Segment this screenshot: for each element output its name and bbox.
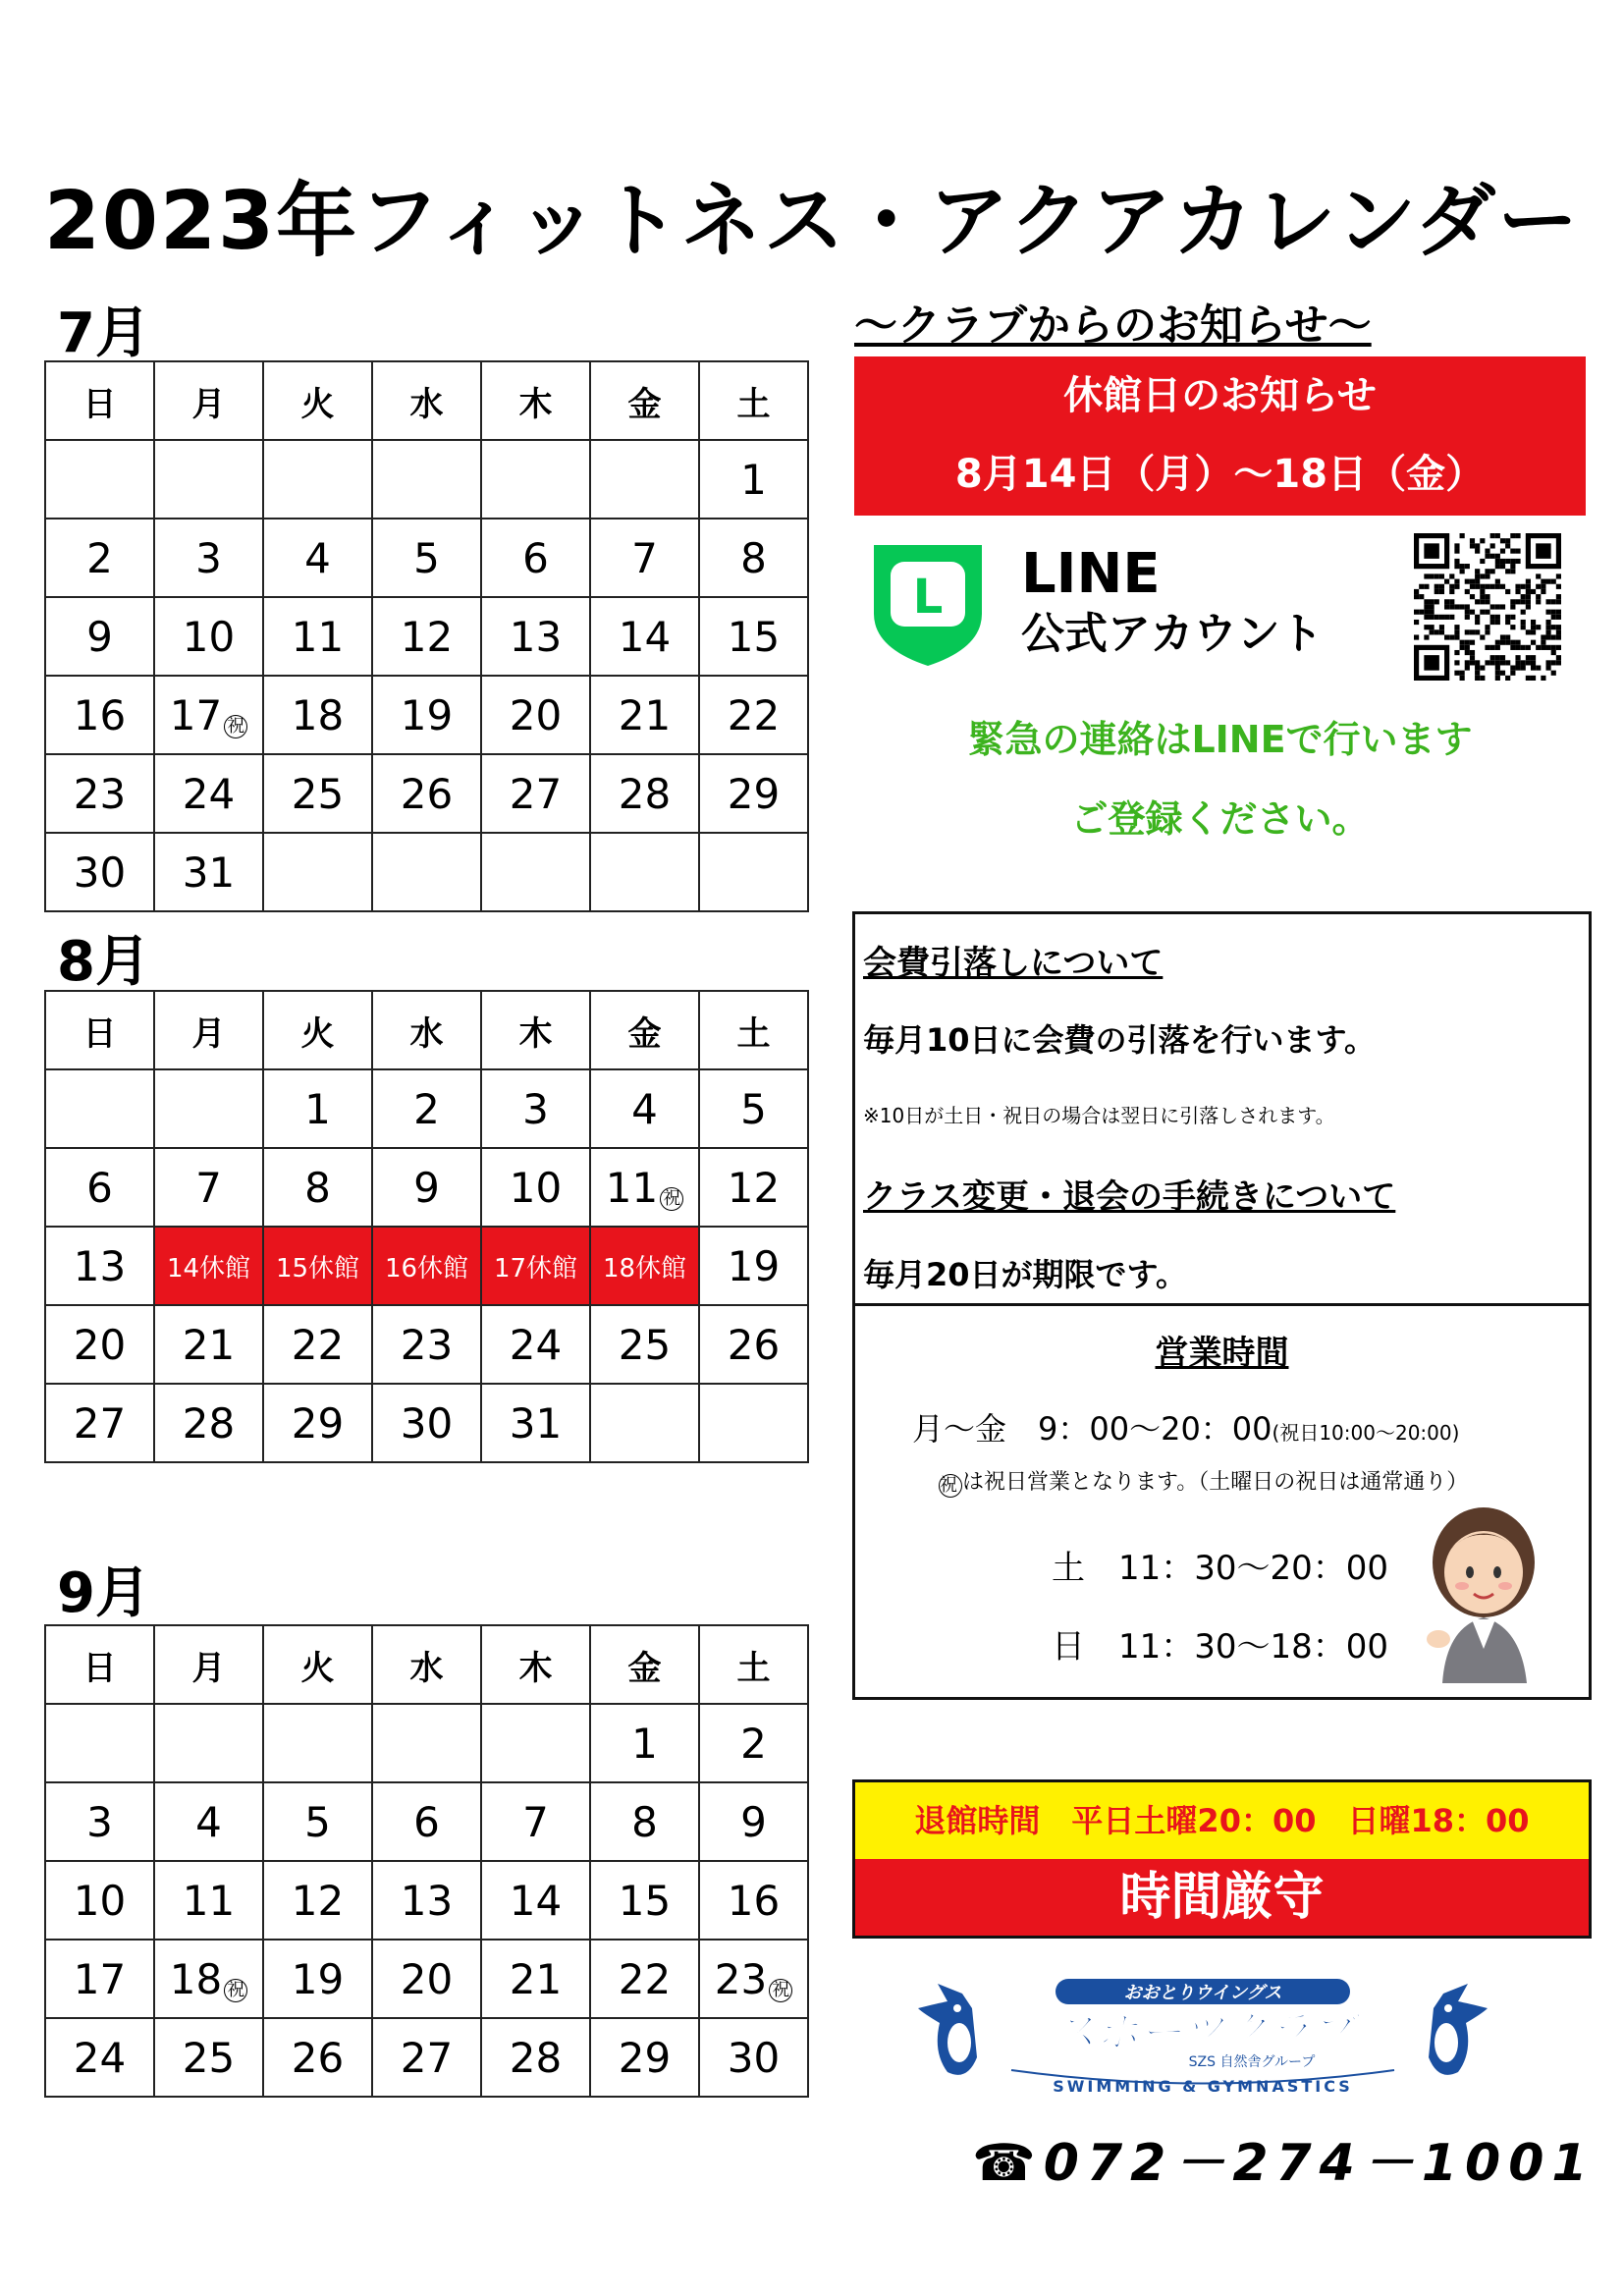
day-cell: 18 bbox=[263, 676, 372, 754]
closure-title: 休館日のお知らせ bbox=[1063, 373, 1377, 418]
hours-sunday: 日 11：30～18：00 bbox=[1052, 1627, 1389, 1667]
weekday-header: 月 bbox=[154, 991, 263, 1069]
day-cell: 20 bbox=[481, 676, 590, 754]
week-row bbox=[45, 1384, 808, 1462]
day-cell: 14 bbox=[481, 1861, 590, 1940]
month-label-august: 8月 bbox=[57, 930, 150, 994]
day-cell: 14休館 bbox=[154, 1227, 263, 1305]
empty-cell bbox=[372, 833, 481, 911]
empty-cell bbox=[263, 1704, 372, 1782]
weekday-header: 木 bbox=[481, 991, 590, 1069]
weekday-header: 木 bbox=[481, 1625, 590, 1704]
hours-weekday-text: 月～金 9：00～20：00 bbox=[912, 1410, 1272, 1448]
empty-cell bbox=[590, 1384, 699, 1462]
month-label-september: 9月 bbox=[57, 1561, 150, 1625]
week-row bbox=[45, 2018, 808, 2097]
empty-cell bbox=[154, 440, 263, 519]
empty-cell bbox=[154, 1704, 263, 1782]
club-logo bbox=[918, 1964, 1488, 2111]
day-cell: 3 bbox=[154, 519, 263, 597]
day-cell: 30 bbox=[699, 2018, 808, 2097]
day-cell: 2 bbox=[45, 519, 154, 597]
day-cell: 6 bbox=[45, 1148, 154, 1227]
holiday-mark-icon: 祝 bbox=[769, 1979, 792, 2002]
day-cell: 4 bbox=[590, 1069, 699, 1148]
day-cell: 10 bbox=[45, 1861, 154, 1940]
day-cell: 25 bbox=[590, 1305, 699, 1384]
weekday-header: 火 bbox=[263, 1625, 372, 1704]
weekday-header: 水 bbox=[372, 361, 481, 440]
exit-time-text: 退館時間 平日土曜20：00 日曜18：00 bbox=[855, 1782, 1589, 1859]
day-cell: 16休館 bbox=[372, 1227, 481, 1305]
day-cell: 4 bbox=[263, 519, 372, 597]
day-cell: 3 bbox=[481, 1069, 590, 1148]
week-row bbox=[45, 1782, 808, 1861]
day-cell: 24 bbox=[45, 2018, 154, 2097]
svg-text:L: L bbox=[912, 570, 944, 625]
weekday-header: 火 bbox=[263, 361, 372, 440]
empty-cell bbox=[699, 833, 808, 911]
day-cell: 21 bbox=[590, 676, 699, 754]
day-cell: 13 bbox=[45, 1227, 154, 1305]
day-cell: 28 bbox=[590, 754, 699, 833]
day-cell: 16 bbox=[699, 1861, 808, 1940]
day-cell: 30 bbox=[372, 1384, 481, 1462]
weekday-header: 土 bbox=[699, 1625, 808, 1704]
day-cell: 5 bbox=[372, 519, 481, 597]
weekday-header: 金 bbox=[590, 1625, 699, 1704]
day-cell: 22 bbox=[699, 676, 808, 754]
day-cell: 23 祝 bbox=[699, 1940, 808, 2018]
empty-cell bbox=[154, 1069, 263, 1148]
holiday-note-text: は祝日営業となります。（土曜日の祝日は通常通り） bbox=[962, 1470, 1469, 1495]
day-cell: 9 bbox=[372, 1148, 481, 1227]
day-cell: 26 bbox=[263, 2018, 372, 2097]
day-cell: 19 bbox=[372, 676, 481, 754]
day-cell: 9 bbox=[699, 1782, 808, 1861]
day-cell: 11 bbox=[154, 1861, 263, 1940]
day-cell: 2 bbox=[699, 1704, 808, 1782]
day-cell: 15休館 bbox=[263, 1227, 372, 1305]
hours-saturday: 土 11：30～20：00 bbox=[1052, 1549, 1389, 1588]
day-cell: 31 bbox=[481, 1384, 590, 1462]
page-title: 2023年フィットネス・アクアカレンダー bbox=[43, 175, 1581, 268]
day-cell: 31 bbox=[154, 833, 263, 911]
week-row bbox=[45, 754, 808, 833]
week-row bbox=[45, 676, 808, 754]
hours-weekday-holiday: (祝日10:00～20:00) bbox=[1272, 1421, 1460, 1445]
day-cell: 18 祝 bbox=[154, 1940, 263, 2018]
day-cell: 7 bbox=[590, 519, 699, 597]
week-row bbox=[45, 1861, 808, 1940]
empty-cell bbox=[263, 833, 372, 911]
day-cell: 4 bbox=[154, 1782, 263, 1861]
qr-code-icon[interactable] bbox=[1414, 533, 1561, 681]
day-cell: 23 bbox=[372, 1305, 481, 1384]
day-cell: 27 bbox=[481, 754, 590, 833]
holiday-mark-icon: 祝 bbox=[224, 1979, 247, 2002]
day-cell: 29 bbox=[699, 754, 808, 833]
weekday-header: 日 bbox=[45, 991, 154, 1069]
week-row bbox=[45, 597, 808, 676]
day-cell: 20 bbox=[372, 1940, 481, 2018]
day-cell: 17休館 bbox=[481, 1227, 590, 1305]
day-cell: 28 bbox=[481, 2018, 590, 2097]
empty-cell bbox=[263, 440, 372, 519]
day-cell: 21 bbox=[154, 1305, 263, 1384]
day-cell: 8 bbox=[699, 519, 808, 597]
empty-cell bbox=[45, 1069, 154, 1148]
day-cell: 26 bbox=[372, 754, 481, 833]
svg-text:おおとりウイングス: おおとりウイングス bbox=[1123, 1983, 1282, 2003]
fee-text: 毎月10日に会費の引落を行います。 bbox=[863, 1021, 1376, 1059]
day-cell: 12 bbox=[263, 1861, 372, 1940]
day-cell: 12 bbox=[372, 597, 481, 676]
day-cell: 9 bbox=[45, 597, 154, 676]
day-cell: 25 bbox=[154, 2018, 263, 2097]
fee-heading: 会費引落しについて bbox=[863, 944, 1164, 983]
empty-cell bbox=[372, 440, 481, 519]
holiday-mark-icon: 祝 bbox=[224, 715, 247, 738]
weekday-header: 土 bbox=[699, 991, 808, 1069]
day-cell: 5 bbox=[263, 1782, 372, 1861]
day-cell: 27 bbox=[45, 1384, 154, 1462]
closure-dates: 8月14日（月）～18日（金） bbox=[954, 452, 1486, 497]
day-cell: 13 bbox=[481, 597, 590, 676]
day-cell: 23 bbox=[45, 754, 154, 833]
calendar-july bbox=[44, 360, 809, 912]
week-row bbox=[45, 519, 808, 597]
holiday-mark-icon: 祝 bbox=[660, 1187, 683, 1211]
day-cell: 6 bbox=[372, 1782, 481, 1861]
day-cell: 7 bbox=[481, 1782, 590, 1861]
day-cell: 22 bbox=[263, 1305, 372, 1384]
day-cell: 8 bbox=[263, 1148, 372, 1227]
fee-info-box bbox=[852, 911, 1592, 1306]
weekday-header: 日 bbox=[45, 1625, 154, 1704]
day-cell: 24 bbox=[481, 1305, 590, 1384]
weekday-header: 水 bbox=[372, 991, 481, 1069]
line-message-2: ご登録ください。 bbox=[1070, 797, 1370, 841]
bird-left-icon bbox=[918, 1984, 977, 2075]
hours-weekday bbox=[912, 1404, 1459, 1449]
empty-cell bbox=[481, 440, 590, 519]
day-cell: 22 bbox=[590, 1940, 699, 2018]
empty-cell bbox=[590, 440, 699, 519]
day-cell: 8 bbox=[590, 1782, 699, 1861]
closure-notice-box bbox=[854, 356, 1586, 516]
day-cell: 15 bbox=[699, 597, 808, 676]
day-cell: 17 bbox=[45, 1940, 154, 2018]
holiday-note bbox=[937, 1465, 1468, 1498]
day-cell: 6 bbox=[481, 519, 590, 597]
day-cell: 12 bbox=[699, 1148, 808, 1227]
empty-cell bbox=[45, 440, 154, 519]
weekday-header: 月 bbox=[154, 1625, 263, 1704]
closing-time-box bbox=[852, 1779, 1592, 1939]
day-cell: 29 bbox=[263, 1384, 372, 1462]
day-cell: 20 bbox=[45, 1305, 154, 1384]
line-official-account: 公式アカウント bbox=[1021, 609, 1324, 659]
day-cell: 2 bbox=[372, 1069, 481, 1148]
month-label-july: 7月 bbox=[57, 301, 150, 365]
weekday-header: 金 bbox=[590, 991, 699, 1069]
weekday-header: 木 bbox=[481, 361, 590, 440]
hours-title: 営業時間 bbox=[1155, 1334, 1289, 1373]
day-cell: 13 bbox=[372, 1861, 481, 1940]
holiday-mark-icon: 祝 bbox=[939, 1474, 962, 1498]
empty-cell bbox=[481, 833, 590, 911]
svg-text:SWIMMING & GYMNASTICS: SWIMMING & GYMNASTICS bbox=[1053, 2077, 1353, 2096]
day-cell: 30 bbox=[45, 833, 154, 911]
week-row bbox=[45, 1148, 808, 1227]
business-hours-box bbox=[852, 1300, 1592, 1700]
phone-number[interactable]: ☎072－274－1001 bbox=[972, 2134, 1596, 2193]
procedure-text: 毎月20日が期限です。 bbox=[863, 1256, 1187, 1293]
weekday-header-row bbox=[45, 1625, 808, 1704]
empty-cell bbox=[699, 1384, 808, 1462]
week-row bbox=[45, 440, 808, 519]
day-cell: 1 bbox=[263, 1069, 372, 1148]
weekday-header: 金 bbox=[590, 361, 699, 440]
day-cell: 7 bbox=[154, 1148, 263, 1227]
bird-right-icon bbox=[1429, 1984, 1488, 2075]
week-row bbox=[45, 1227, 808, 1305]
weekday-header-row bbox=[45, 361, 808, 440]
day-cell: 28 bbox=[154, 1384, 263, 1462]
week-row bbox=[45, 1704, 808, 1782]
week-row bbox=[45, 833, 808, 911]
day-cell: 5 bbox=[699, 1069, 808, 1148]
fee-note: ※10日が土日・祝日の場合は翌日に引落しされます。 bbox=[863, 1104, 1335, 1127]
day-cell: 10 bbox=[154, 597, 263, 676]
day-cell: 19 bbox=[699, 1227, 808, 1305]
week-row bbox=[45, 1940, 808, 2018]
procedure-heading: クラス変更・退会の手続きについて bbox=[863, 1177, 1396, 1217]
empty-cell bbox=[372, 1704, 481, 1782]
day-cell: 25 bbox=[263, 754, 372, 833]
weekday-header: 日 bbox=[45, 361, 154, 440]
day-cell: 11 祝 bbox=[590, 1148, 699, 1227]
day-cell: 17 祝 bbox=[154, 676, 263, 754]
day-cell: 26 bbox=[699, 1305, 808, 1384]
empty-cell bbox=[45, 1704, 154, 1782]
weekday-header: 土 bbox=[699, 361, 808, 440]
day-cell: 27 bbox=[372, 2018, 481, 2097]
empty-cell bbox=[590, 833, 699, 911]
calendar-september bbox=[44, 1624, 809, 2098]
weekday-header: 水 bbox=[372, 1625, 481, 1704]
week-row bbox=[45, 1069, 808, 1148]
day-cell: 3 bbox=[45, 1782, 154, 1861]
day-cell: 29 bbox=[590, 2018, 699, 2097]
weekday-header-row bbox=[45, 991, 808, 1069]
line-message-1: 緊急の連絡はLINEで行います bbox=[967, 718, 1473, 761]
line-brand: LINE bbox=[1021, 542, 1161, 606]
strict-time-text: 時間厳守 bbox=[855, 1859, 1589, 1936]
club-notice-heading: ～クラブからのお知らせ～ bbox=[854, 301, 1372, 351]
week-row bbox=[45, 1305, 808, 1384]
day-cell: 21 bbox=[481, 1940, 590, 2018]
svg-text:スポーツクラブ: スポーツクラブ bbox=[1053, 2007, 1353, 2057]
calendar-august bbox=[44, 990, 809, 1463]
line-account-label bbox=[1021, 542, 1324, 662]
day-cell: 15 bbox=[590, 1861, 699, 1940]
day-cell: 10 bbox=[481, 1148, 590, 1227]
day-cell: 24 bbox=[154, 754, 263, 833]
day-cell: 18休館 bbox=[590, 1227, 699, 1305]
day-cell: 14 bbox=[590, 597, 699, 676]
weekday-header: 火 bbox=[263, 991, 372, 1069]
staff-illustration-icon bbox=[1425, 1502, 1552, 1683]
day-cell: 11 bbox=[263, 597, 372, 676]
day-cell: 1 bbox=[699, 440, 808, 519]
empty-cell bbox=[481, 1704, 590, 1782]
weekday-header: 月 bbox=[154, 361, 263, 440]
line-shield-icon bbox=[869, 540, 987, 668]
day-cell: 1 bbox=[590, 1704, 699, 1782]
day-cell: 19 bbox=[263, 1940, 372, 2018]
day-cell: 16 bbox=[45, 676, 154, 754]
svg-text:SZS 自然舎グループ: SZS 自然舎グループ bbox=[1188, 2054, 1316, 2070]
